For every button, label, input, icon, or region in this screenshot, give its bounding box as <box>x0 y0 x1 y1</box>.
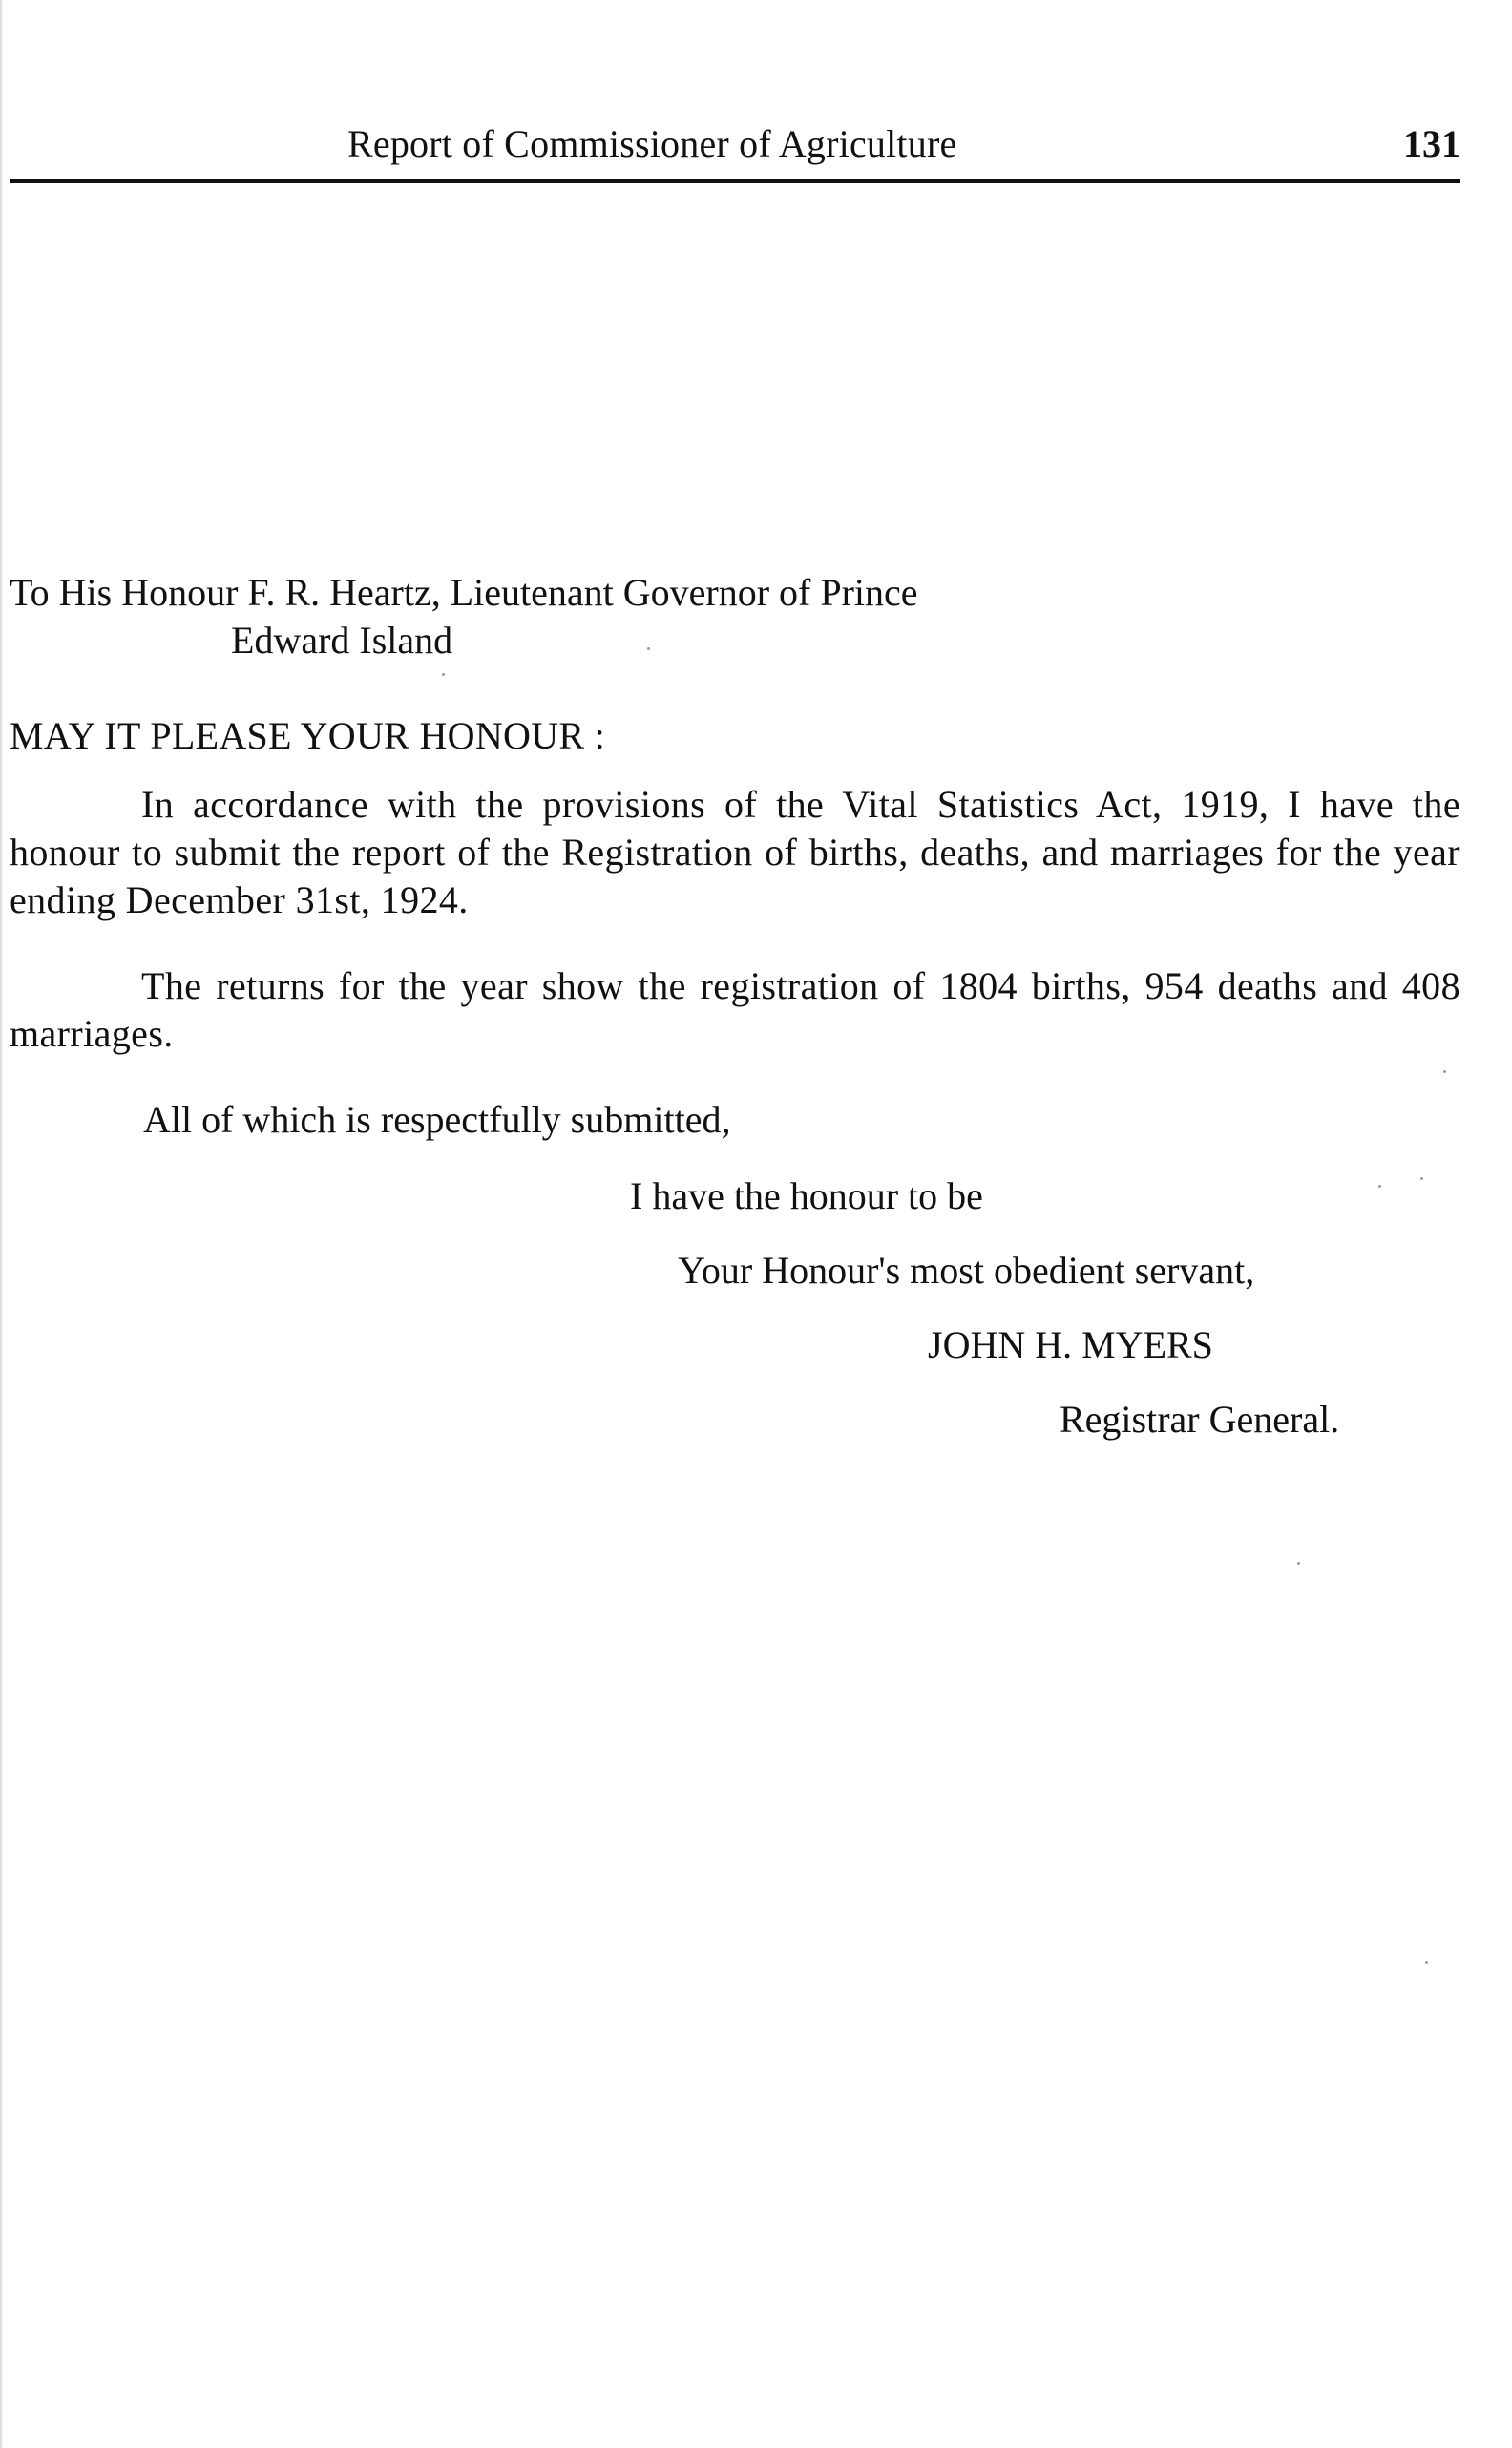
addressee-line: To His Honour F. R. Heartz, Lieutenant Governor of Prince <box>10 571 918 614</box>
addressee-continuation: Edward Island <box>231 619 453 662</box>
closing-block <box>10 1096 1460 1441</box>
scan-speck <box>647 647 650 650</box>
scan-speck <box>1420 1177 1423 1180</box>
scan-speck <box>1425 1961 1428 1964</box>
letter-body <box>10 569 1460 1441</box>
salutation: MAY IT PLEASE YOUR HONOUR : <box>10 714 606 757</box>
scan-speck <box>1443 1070 1446 1073</box>
closing-line: I have the honour to be <box>630 1174 983 1217</box>
closing-line: All of which is respectfully submitted, <box>143 1098 731 1141</box>
scan-speck <box>442 673 445 676</box>
scan-speck <box>1297 1562 1300 1565</box>
running-title: Report of Commissioner of Agriculture <box>347 122 957 165</box>
page-edge <box>0 0 3 2448</box>
report-paragraph: In accordance with the provisions of the Vital Statistics Act, 1919, I have the honour to submit the report of the Registration of births, deaths, and marriages for the year ending December 31st, 1924. <box>10 783 1460 921</box>
signature-title: Registrar General. <box>1060 1398 1340 1441</box>
scan-speck <box>1378 1185 1381 1188</box>
page-number: 131 <box>1403 122 1460 165</box>
closing-line: Your Honour's most obedient servant, <box>678 1249 1255 1292</box>
returns-paragraph: The returns for the year show the registration of 1804 births, 954 deaths and 408 marriages. <box>10 964 1460 1055</box>
running-header <box>0 118 1470 170</box>
header-rule <box>10 179 1460 183</box>
signature-name: JOHN H. MYERS <box>928 1323 1213 1366</box>
